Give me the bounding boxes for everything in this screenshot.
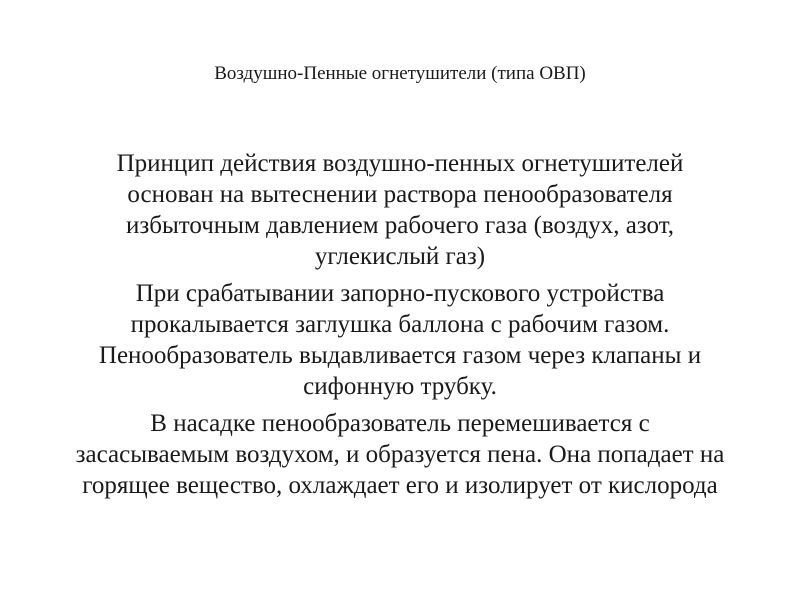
paragraph-principle: Принцип действия воздушно-пенных огнетушителей основан на вытеснении раствора пенообразователя избыточным давлением рабочего газа (воздух, азот, углекислый газ) bbox=[116, 150, 684, 270]
paragraph-foam-formation: В насадке пенообразователь перемешивается с засасываемым воздухом, и образуется пена. Она попадает на горящее вещество, охлаждает его и изолирует от кислорода bbox=[75, 410, 725, 499]
paragraph-activation: При срабатывании запорно-пускового устройства прокалывается заглушка баллона с рабочим газом. Пенообразователь выдавливается газом через клапаны и сифонную трубку. bbox=[98, 280, 702, 400]
slide-body bbox=[50, 148, 750, 507]
slide-title: Воздушно-Пенные огнетушители (типа ОВП) bbox=[214, 63, 586, 84]
